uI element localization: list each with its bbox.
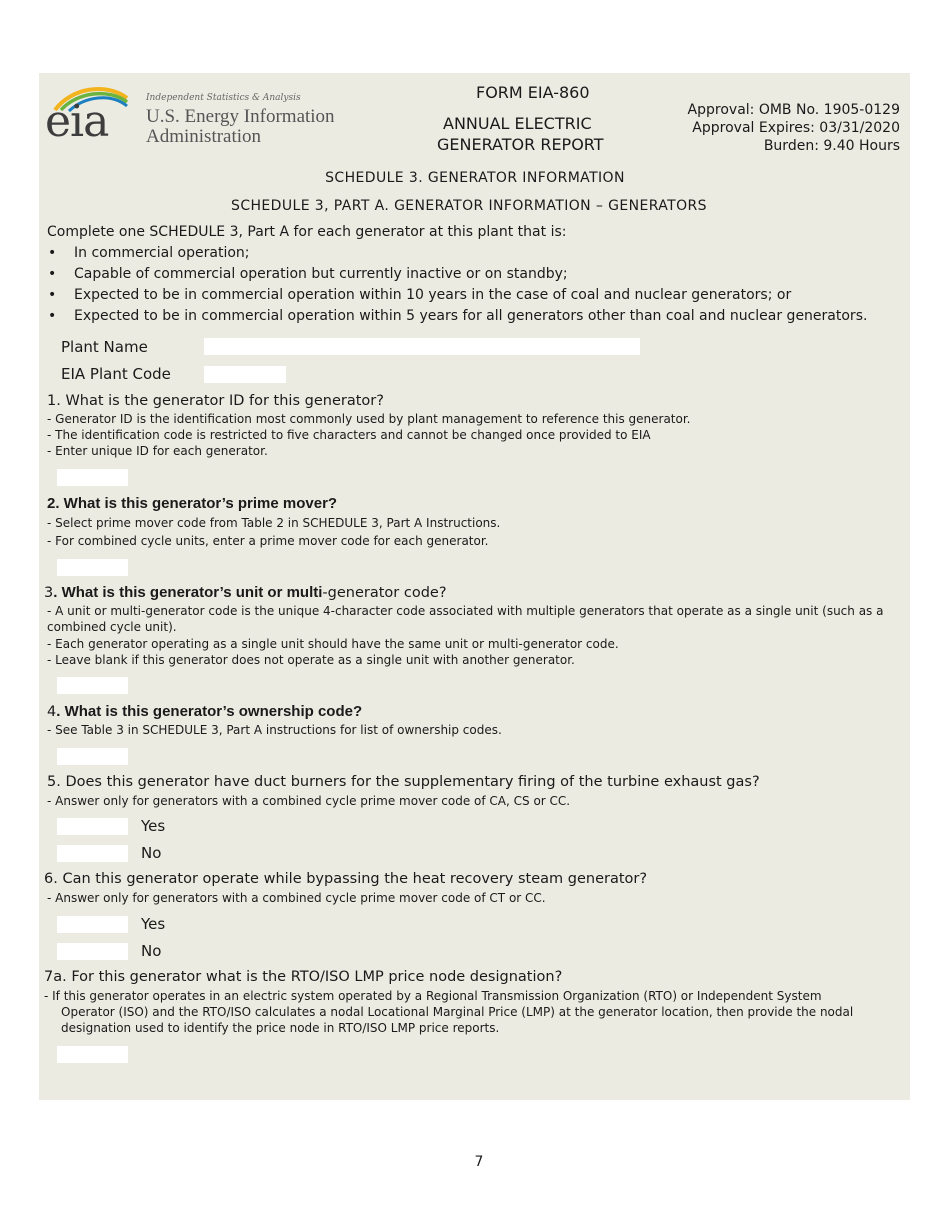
q5-note: - Answer only for generators with a combined cycle prime mover code of CA, CS or CC. [47,794,571,808]
q6-note: - Answer only for generators with a combined cycle prime mover code of CT or CC. [47,891,546,905]
q1-title: 1. What is the generator ID for this generator? [47,393,384,409]
burden-hours: Burden: 9.40 Hours [763,138,900,154]
q5-title: 5. Does this generator have duct burners for the supplementary firing of the turbine exhaust gas? [47,774,760,790]
q5-yes-box[interactable] [57,818,128,835]
q4-title-bold: . What is this generator’s ownership code? [56,703,363,720]
q2-title [47,495,337,512]
q4-title-num: 4 [47,704,57,720]
unit-code-input[interactable] [57,677,128,694]
q2-title-text: 2. What is this generator’s prime mover? [47,495,338,512]
q7a-note: designation used to identify the price node in RTO/ISO LMP price reports. [61,1021,500,1035]
price-node-input[interactable] [57,1046,128,1063]
prime-mover-input[interactable] [57,559,128,576]
q3-title [44,584,447,601]
eia-logo-text: eia [45,96,109,147]
plant-name-input[interactable] [204,338,640,355]
schedule-part-title: SCHEDULE 3, PART A. GENERATOR INFORMATION – GENERATORS [231,198,707,214]
q5-no-box[interactable] [57,845,128,862]
q2-note: - For combined cycle units, enter a prime mover code for each generator. [47,534,489,548]
plant-code-label: EIA Plant Code [61,365,171,383]
approval-expires: Approval Expires: 03/31/2020 [692,120,900,136]
generator-id-input[interactable] [57,469,128,486]
page-number: 7 [474,1154,484,1170]
q1-note: - Enter unique ID for each generator. [47,444,268,458]
intro-bullet: • In commercial operation; [48,245,867,266]
ownership-code-input[interactable] [57,748,128,765]
q2-note: - Select prime mover code from Table 2 in SCHEDULE 3, Part A Instructions. [47,516,501,530]
q7a-title: 7a. For this generator what is the RTO/ISO LMP price node designation? [44,969,563,985]
intro-bullet: • Capable of commercial operation but currently inactive or on standby; [48,266,867,287]
intro-bullet: • Expected to be in commercial operation within 10 years in the case of coal and nuclear generators; or [48,287,867,308]
q6-no-label: No [141,942,162,960]
form-title-line2: GENERATOR REPORT [437,135,604,154]
q3-note: - A unit or multi-generator code is the unique 4-character code associated with multiple generators that operate as a single unit (such as a [47,604,884,618]
q4-note: - See Table 3 in SCHEDULE 3, Part A instructions for list of ownership codes. [47,723,502,737]
plant-name-label: Plant Name [61,338,148,356]
q6-no-box[interactable] [57,943,128,960]
approval-omb: Approval: OMB No. 1905-0129 [687,102,900,118]
q1-note: - The identification code is restricted to five characters and cannot be changed once provided to EIA [47,428,651,442]
logo-tagline: Independent Statistics & Analysis [146,93,301,103]
q6-title: 6. Can this generator operate while bypassing the heat recovery steam generator? [44,871,648,887]
q4-title [47,703,362,720]
q3-title-rest: -generator code? [322,585,447,601]
schedule-title: SCHEDULE 3. GENERATOR INFORMATION [325,170,625,186]
q3-note: - Leave blank if this generator does not operate as a single unit with another generator. [47,653,575,667]
eia-logo [45,84,345,148]
q6-yes-label: Yes [141,915,166,933]
logo-org-line2: Administration [146,126,262,147]
q1-note: - Generator ID is the identification most commonly used by plant management to reference this generator. [47,412,691,426]
q3-note: - Each generator operating as a single unit should have the same unit or multi-generator code. [47,637,619,651]
intro-bullets [48,245,867,329]
q5-no-label: No [141,844,162,862]
q6-yes-box[interactable] [57,916,128,933]
q7a-note: Operator (ISO) and the RTO/ISO calculates a nodal Locational Marginal Price (LMP) at the generator location, then provide the nodal [61,1005,854,1019]
q3-note: combined cycle unit). [47,620,177,634]
logo-org-line1: U.S. Energy Information [146,106,335,127]
plant-code-input[interactable] [204,366,286,383]
q3-title-bold: . What is this generator’s unit or multi [53,584,323,601]
form-id: FORM EIA-860 [476,83,590,102]
q3-title-num: 3 [44,585,54,601]
q5-yes-label: Yes [141,817,166,835]
intro-bullet: • Expected to be in commercial operation within 5 years for all generators other than coal and nuclear generators. [48,308,867,329]
form-title-line1: ANNUAL ELECTRIC [443,114,592,133]
intro-text: Complete one SCHEDULE 3, Part A for each generator at this plant that is: [47,224,567,240]
q7a-note: - If this generator operates in an electric system operated by a Regional Transmission Organization (RTO) or Independent System [44,989,822,1003]
